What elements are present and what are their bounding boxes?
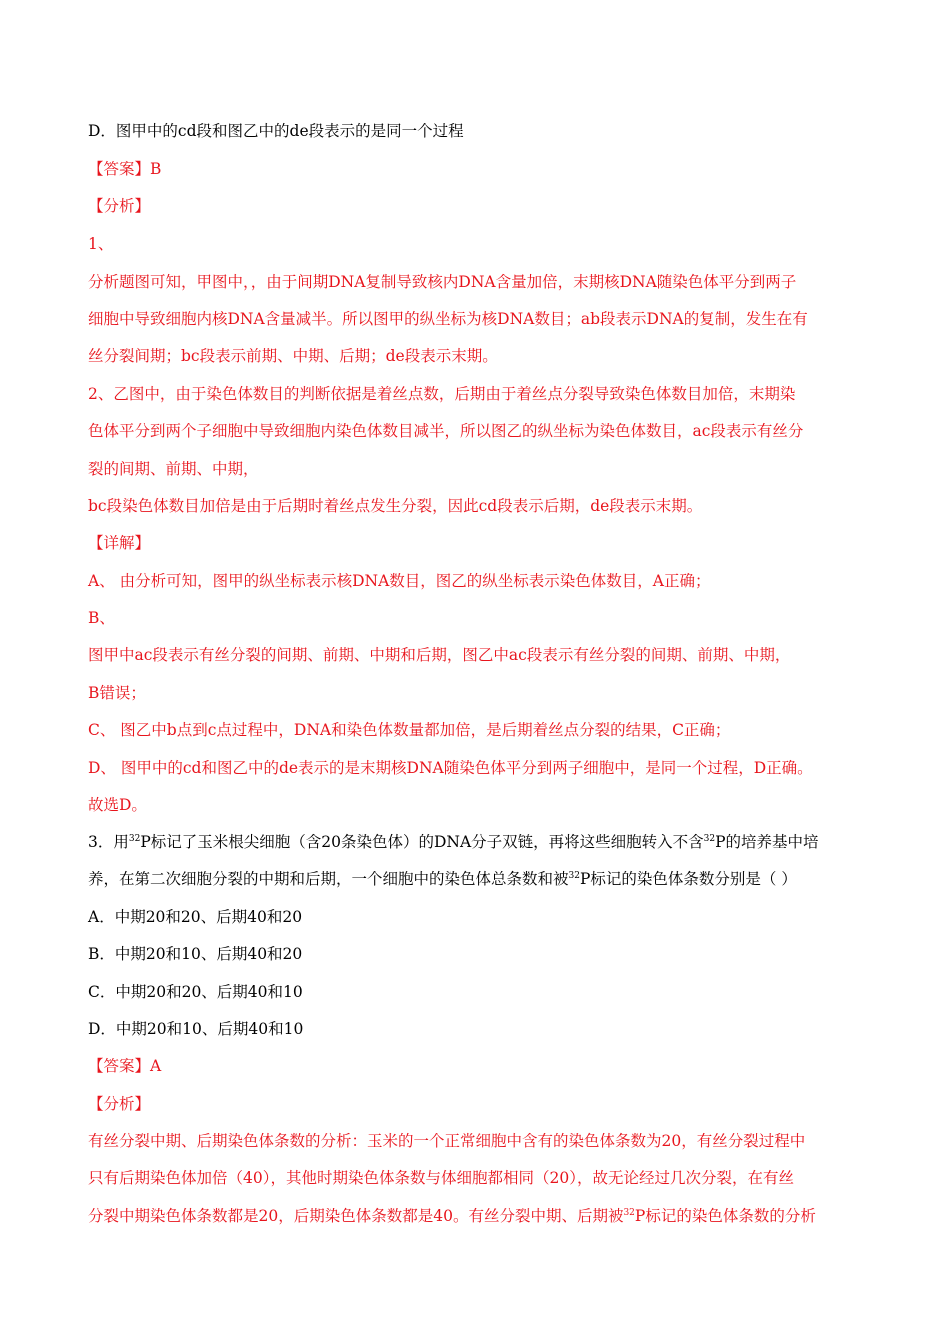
- q3-analysis-line-1: 有丝分裂中期、后期染色体条数的分析：玉米的一个正常细胞中含有的染色体条数为20，有丝分裂过程中: [88, 1132, 806, 1150]
- q3-analysis-heading: 【分析】: [88, 1095, 151, 1113]
- q3-stem-2b: P标记的染色体条数分别是（ ）: [579, 870, 797, 888]
- q2-answer: 【答案】B: [88, 160, 162, 178]
- q3-analysis-line-2: 只有后期染色体加倍（40），其他时期染色体条数与体细胞都相同（20），故无论经过几次分裂，在有丝: [88, 1169, 794, 1187]
- q3-stem-2a: 养，在第二次细胞分裂的中期和后期，一个细胞中的染色体总条数和被: [88, 870, 569, 888]
- q3-answer: 【答案】A: [88, 1057, 162, 1075]
- q2-analysis-1-number: 1、: [88, 235, 114, 253]
- q2-analysis-1-line-3: 丝分裂间期；bc段表示前期、中期、后期；de段表示末期。: [88, 347, 498, 365]
- q2-analysis-2-line-4: bc段染色体数目加倍是由于后期时着丝点发生分裂，因此cd段表示后期，de段表示末期。: [88, 497, 703, 515]
- q3-option-c: C．中期20和20、后期40和10: [88, 983, 303, 1001]
- q2-conclusion: 故选D。: [88, 796, 147, 814]
- q3-analysis-line-3: [88, 1206, 868, 1226]
- q3-option-d: D．中期20和10、后期40和10: [88, 1020, 304, 1038]
- q3-analysis-3b: P标记的染色体条数的分析: [634, 1207, 816, 1225]
- q3-isotope-sup-3: 32: [568, 871, 580, 881]
- q2-detail-c: C、 图乙中b点到c点过程中，DNA和染色体数量都加倍，是后期着丝点分裂的结果，C正确；: [88, 721, 731, 739]
- q3-stem-line-2: [88, 869, 868, 889]
- q3-isotope-sup-2: 32: [703, 834, 716, 844]
- q2-detail-b-line-2: B错误；: [88, 684, 146, 702]
- q3-option-a: A．中期20和20、后期40和20: [88, 908, 303, 926]
- q3-isotope-sup-1: 32: [128, 834, 141, 844]
- q3-option-b: B．中期20和10、后期40和20: [88, 945, 303, 963]
- q3-stem-line-1: [88, 832, 868, 852]
- q3-stem-1c: P的培养基中培: [715, 833, 819, 851]
- q2-analysis-2-line-3: 裂的间期、前期、中期，: [88, 460, 259, 478]
- q3-analysis-3a: 分裂中期染色体条数都是20，后期染色体条数都是40。有丝分裂中期、后期被: [88, 1207, 624, 1225]
- q2-detail-b-label: B、: [88, 609, 115, 627]
- q2-detail-heading: 【详解】: [88, 534, 151, 552]
- q2-analysis-1-line-1: 分析题图可知，甲图中，，由于间期DNA复制导致核内DNA含量加倍，末期核DNA随染色体平分到两子: [88, 273, 797, 291]
- q2-detail-b-line-1: 图甲中ac段表示有丝分裂的间期、前期、中期和后期，图乙中ac段表示有丝分裂的间期、前期、中期，: [88, 646, 791, 664]
- q2-analysis-2-line-2: 色体平分到两个子细胞中导致细胞内染色体数目减半，所以图乙的纵坐标为染色体数目，ac段表示有丝分: [88, 422, 804, 440]
- q2-analysis-1-line-2: 细胞中导致细胞内核DNA含量减半。所以图甲的纵坐标为核DNA数目；ab段表示DNA的复制，发生在有: [88, 310, 808, 328]
- q3-isotope-sup-4: 32: [623, 1208, 635, 1218]
- q2-detail-a: A、 由分析可知，图甲的纵坐标表示核DNA数目，图乙的纵坐标表示染色体数目，A正确；: [88, 572, 711, 590]
- q2-analysis-heading: 【分析】: [88, 197, 151, 215]
- q2-analysis-2-line-1: 2、乙图中，由于染色体数目的判断依据是着丝点数，后期由于着丝点分裂导致染色体数目加倍，末期染: [88, 385, 796, 403]
- q2-detail-d: D、 图甲中的cd和图乙中的de表示的是末期核DNA随染色体平分到两子细胞中，是同一个过程，D正确。: [88, 759, 813, 777]
- q2-option-d: D．图甲中的cd段和图乙中的de段表示的是同一个过程: [88, 122, 464, 140]
- q3-stem-1b: P标记了玉米根尖细胞（含20条染色体）的DNA分子双链，再将这些细胞转入不含: [140, 833, 704, 851]
- q3-stem-1a: 3．用: [88, 833, 129, 851]
